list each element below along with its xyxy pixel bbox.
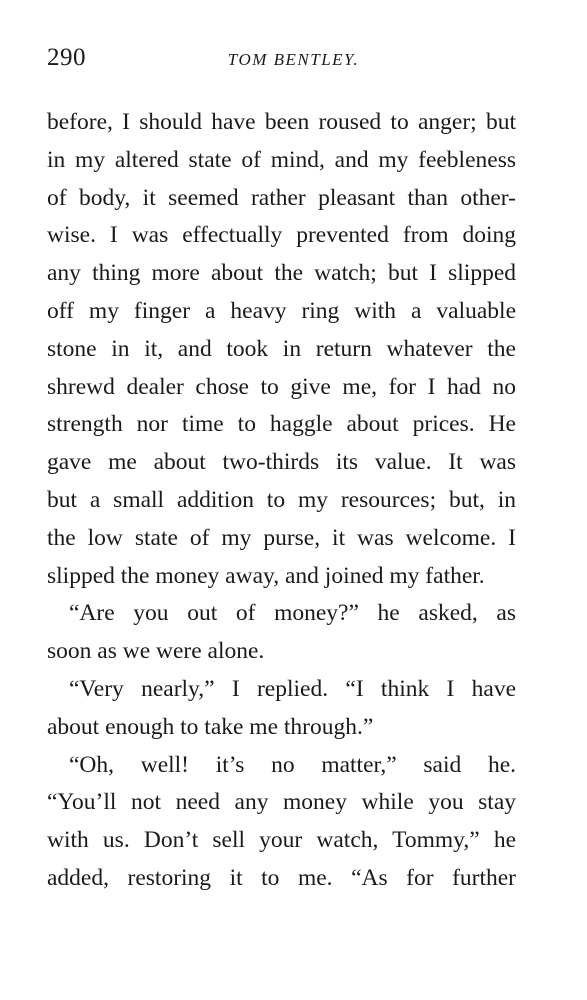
text-line: “Oh, well! it’s no matter,” said he. <box>69 751 516 778</box>
text-line: “Are you out of money?” he asked, as <box>69 600 516 627</box>
text-line: wise. I was effectually prevented from doing <box>47 222 516 249</box>
text-line: “Very nearly,” I replied. “I think I have <box>69 675 516 702</box>
text-line: any thing more about the watch; but I slipped <box>47 260 516 287</box>
page-header <box>47 44 540 80</box>
text-line: slipped the money away, and joined my father. <box>47 562 485 589</box>
text-line: the low state of my purse, it was welcome. I <box>47 524 516 551</box>
text-line: stone in it, and took in return whatever the <box>47 335 516 362</box>
text-line: shrewd dealer chose to give me, for I had no <box>47 373 516 400</box>
text-line: “You’ll not need any money while you stay <box>47 789 516 816</box>
body-text <box>47 104 516 898</box>
page-number: 290 <box>47 44 86 71</box>
text-line: added, restoring it to me. “As for further <box>47 864 516 891</box>
text-line: before, I should have been roused to anger; but <box>47 109 516 135</box>
text-line: of body, it seemed rather pleasant than other- <box>47 184 516 211</box>
text-line: but a small addition to my resources; but, in <box>47 486 516 513</box>
text-line: in my altered state of mind, and my feebleness <box>47 146 516 173</box>
running-title: TOM BENTLEY. <box>227 50 360 69</box>
text-line: off my finger a heavy ring with a valuable <box>47 297 516 324</box>
text-line: gave me about two-thirds its value. It was <box>47 449 516 476</box>
text-line: soon as we were alone. <box>47 638 265 665</box>
text-line: strength nor time to haggle about prices. He <box>47 411 516 438</box>
text-line: with us. Don’t sell your watch, Tommy,” he <box>47 827 516 854</box>
text-line: about enough to take me through.” <box>47 713 374 740</box>
